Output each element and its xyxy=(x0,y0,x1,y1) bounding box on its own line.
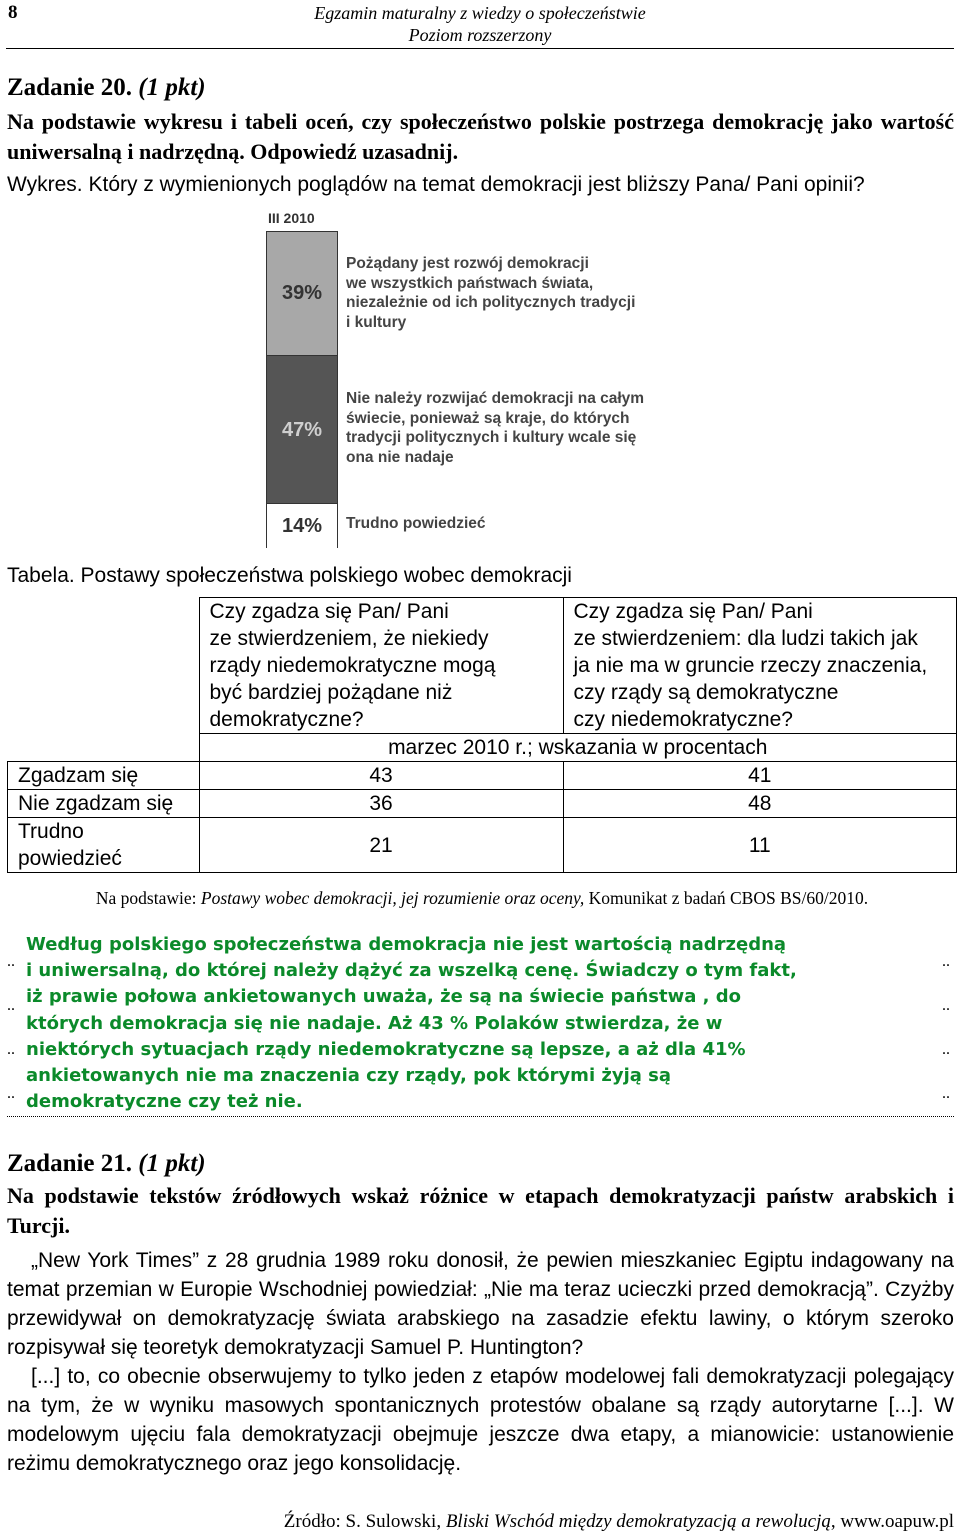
col2-header-line: czy niedemokratyczne? xyxy=(573,708,793,731)
bar-category-label-line: we wszystkich państwach świata, xyxy=(346,274,594,292)
col2-header-line: ze stwierdzeniem: dla ludzi takich jak xyxy=(573,627,918,650)
table-col2-header xyxy=(563,598,957,734)
header-title-line2: Poziom rozszerzony xyxy=(408,25,552,45)
source-title: Postawy wobec demokracji, jej rozumienie oraz oceny, xyxy=(200,888,585,908)
row-value-col1: 36 xyxy=(199,790,563,818)
col2-header-line: czy rządy są demokratyczne xyxy=(573,681,839,704)
answer-right-dots: .. .. .. .. xyxy=(942,953,950,1102)
answer-dotted-line xyxy=(7,1116,954,1117)
task20-points: (1 pkt) xyxy=(138,74,206,101)
task21-source xyxy=(284,1511,954,1533)
header-divider xyxy=(6,48,954,49)
answer-line: demokratyczne czy też nie. xyxy=(26,1091,303,1113)
bar-category-label-line: i kultury xyxy=(346,313,407,331)
answer-line: ankietowanych nie ma znaczenia czy rządy, pok którymi żyją są xyxy=(26,1065,672,1087)
bar-category-label xyxy=(346,389,644,467)
answer-line: których demokracja się nie nadaje. Aż 43 % Polaków stwierdza, że w xyxy=(26,1012,723,1034)
col1-header-line: być bardziej pożądane niż xyxy=(209,681,453,704)
col1-header-line: Czy zgadza się Pan/ Pani xyxy=(209,600,449,623)
table-col1-header xyxy=(199,598,563,734)
row-value-col1: 21 xyxy=(199,818,563,873)
task21-points: (1 pkt) xyxy=(138,1150,206,1177)
row-value-col1: 43 xyxy=(199,762,563,790)
task21-number: Zadanie 21. xyxy=(7,1150,133,1177)
col2-header-line: ja nie ma w gruncie rzeczy znaczenia, xyxy=(573,654,928,677)
col1-header-line: rządy niedemokratyczne mogą xyxy=(209,654,496,677)
bar-category-label-line: Pożądany jest rozwój demokracji xyxy=(346,255,589,272)
table-row xyxy=(8,790,957,818)
bar-segment xyxy=(267,232,337,355)
answer-line: i uniwersalną, do której należy dążyć za wszelką cenę. Świadczy o tym fakt, xyxy=(26,960,797,982)
header-title-line1: Egzamin maturalny z wiedzy o społeczeństwie xyxy=(314,3,646,23)
table-header-row xyxy=(8,598,957,734)
stacked-bar xyxy=(266,231,338,548)
table-caption: Tabela. Postawy społeczeństwa polskiego wobec demokracji xyxy=(7,564,572,587)
bar-category-label xyxy=(346,254,635,332)
source-paragraph-1: „New York Times” z 28 grudnia 1989 roku donosił, że pewien mieszkaniec Egiptu indagowany na temat przemian w Europie Wschodniej powiedział: „Nie ma teraz ucieczki przed demokracją”. Czyżby przewidywał on demokratyzację świata arabskiego na zasadzie efektu lawiny, o którym szeroko rozpisywał się teoretyk demokratyzacji Samuel P. Huntington? xyxy=(7,1249,954,1359)
bar-category-label-line: Nie należy rozwijać demokracji na całym xyxy=(346,390,645,407)
bar-category-label-line: niezależnie od ich politycznych tradycji xyxy=(346,294,636,311)
bar-segment xyxy=(267,355,337,504)
table-corner xyxy=(8,734,200,762)
bar-category-label xyxy=(346,514,486,534)
row-label-line: Trudno xyxy=(18,820,84,843)
answer-left-dots: .. .. .. .. xyxy=(7,953,15,1102)
source-prefix: Na podstawie: xyxy=(95,888,201,908)
answer-line: niektórych sytuacjach rządy niedemokratyczne są lepsze, a aż dla 41% xyxy=(26,1038,746,1060)
task21-command: Na podstawie tekstów źródłowych wskaż różnice w etapach demokratyzacji państw arabskich i Turcji. xyxy=(7,1183,954,1238)
chart-caption: Wykres. Który z wymienionych poglądów na temat demokracji jest bliższy Pana/ Pani opinii? xyxy=(7,173,865,196)
bar-value-label: 14% xyxy=(281,514,323,537)
source-title: Bliski Wschód między demokratyzacją a rewolucją xyxy=(445,1511,831,1532)
task20-number: Zadanie 20. xyxy=(7,74,133,101)
table-subheader: marzec 2010 r.; wskazania w procentach xyxy=(199,734,957,762)
row-label: Zgadzam się xyxy=(8,762,200,790)
chart-title: III 2010 xyxy=(268,210,315,226)
source-suffix: , www.oapuw.pl xyxy=(830,1511,954,1532)
bar-value-label: 39% xyxy=(281,282,323,304)
answer-text xyxy=(26,932,931,1115)
row-label xyxy=(8,818,200,873)
col1-header-line: demokratyczne? xyxy=(209,708,364,731)
bar-value-label: 47% xyxy=(281,418,323,441)
page-header xyxy=(0,2,960,46)
answer-line: iż prawie połowa ankietowanych uważa, że są na świecie państwa , do xyxy=(26,986,742,1008)
row-label: Nie zgadzam się xyxy=(8,790,200,818)
table-row xyxy=(8,762,957,790)
answer-line: Według polskiego społeczeństwa demokracja nie jest wartością nadrzędną xyxy=(26,934,787,955)
bar-segment xyxy=(267,503,337,548)
table-corner xyxy=(8,598,200,734)
bar-category-label-line: Trudno powiedzieć xyxy=(346,515,486,532)
table-row xyxy=(8,818,957,873)
bar-category-label-line: świecie, ponieważ są kraje, do których xyxy=(346,409,630,427)
page-number: 8 xyxy=(8,2,18,23)
attitudes-table xyxy=(7,597,957,873)
bar-category-label-line: tradycji politycznych i kultury wcale się xyxy=(346,429,637,446)
table-source xyxy=(7,886,957,910)
task20-title xyxy=(7,74,206,102)
task21-title xyxy=(7,1150,206,1178)
row-value-col2: 48 xyxy=(563,790,957,818)
source-paragraph-2: [...] to, co obecnie obserwujemy to tylko jeden z etapów modelowej fali demokratyzacji polegający na tym, że w wyniku masowych spontanicznych protestów obalane są rządy autorytarne [...]. W modelowym ujęciu fala demokratyzacji obejmuje jeszcze dwa etapy, a mianowicie: ustanowienie reżimu demokratycznego oraz jego konsolidację. xyxy=(7,1365,954,1475)
table-subheader-row xyxy=(8,734,957,762)
row-value-col2: 11 xyxy=(563,818,957,873)
row-label-line: powiedzieć xyxy=(18,847,122,870)
col1-header-line: ze stwierdzeniem, że niekiedy xyxy=(209,627,489,650)
source-prefix: Źródło: S. Sulowski, xyxy=(283,1511,446,1532)
source-text xyxy=(7,1246,954,1478)
bar-category-label-line: ona nie nadaje xyxy=(346,448,454,466)
col2-header-line: Czy zgadza się Pan/ Pani xyxy=(573,600,813,623)
task20-command: Na podstawie wykresu i tabeli oceń, czy społeczeństwo polskie postrzega demokrację jako wartość uniwersalną i nadrzędną. Odpowiedź uzasadnij. xyxy=(7,109,954,164)
row-value-col2: 41 xyxy=(563,762,957,790)
source-suffix: Komunikat z badań CBOS BS/60/2010. xyxy=(584,888,869,908)
